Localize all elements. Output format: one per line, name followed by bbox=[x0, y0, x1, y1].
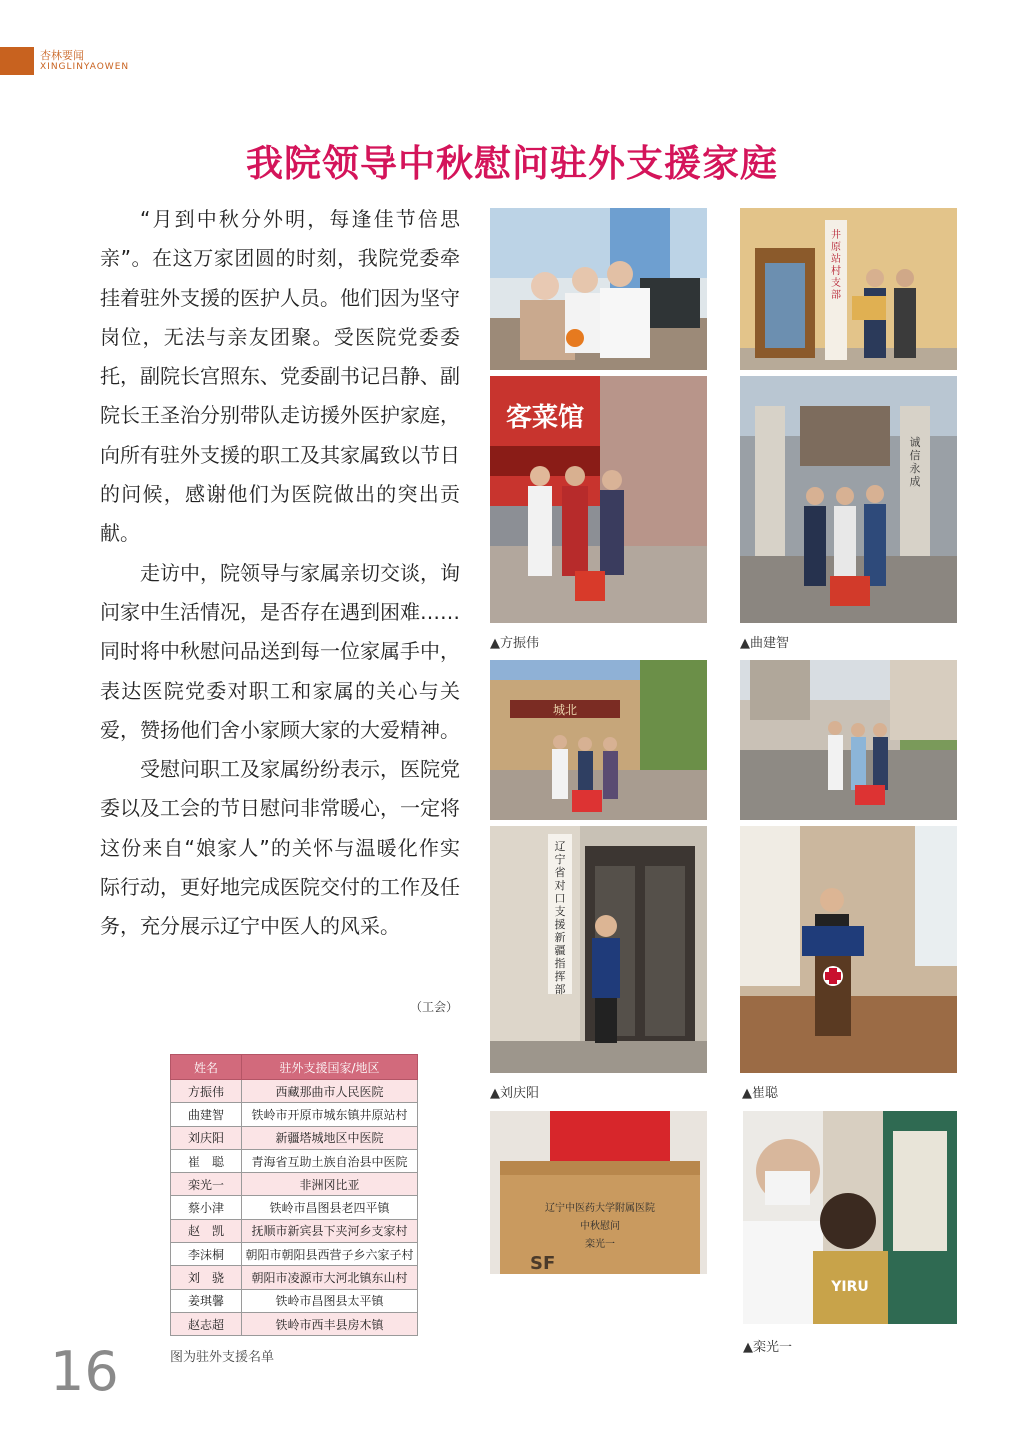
table-row bbox=[171, 1266, 418, 1289]
photo-restaurant bbox=[490, 376, 707, 623]
table-row bbox=[171, 1126, 418, 1149]
photo-gift-package bbox=[490, 1111, 707, 1274]
cell-location: 西藏那曲市人民医院 bbox=[242, 1080, 418, 1103]
paragraph: “月到中秋分外明，每逢佳节倍思亲”。在这万家团圆的时刻，我院党委牵挂着驻外支援的医护人员。他们因为坚守岗位，无法与亲友团聚。受医院党委委托，副院长宫照东、党委副书记吕静、副院长王圣治分别带队走访援外医护家庭，向所有驻外支援的职工及其家属致以节日的问候，感谢他们为医院做出的突出贡献。 bbox=[100, 207, 460, 546]
table-row bbox=[171, 1243, 418, 1266]
article-title: 我院领导中秋慰问驻外支援家庭 bbox=[246, 141, 778, 185]
column-header-location: 驻外支援国家/地区 bbox=[242, 1055, 418, 1080]
photo-office-visit bbox=[490, 208, 707, 370]
restaurant-sign: 客菜馆 bbox=[505, 403, 585, 433]
table-row bbox=[171, 1080, 418, 1103]
cell-name: 刘 骁 bbox=[171, 1266, 242, 1289]
photo-compound-gate bbox=[490, 660, 707, 820]
svg-text:栾光一: 栾光一 bbox=[585, 1239, 615, 1250]
paragraph: 受慰问职工及家属纷纷表示，医院党委以及工会的节日慰问非常暖心，一定将这份来自“娘家人”的关怀与温暖化作实际行动，更好地完成医院交付的工作及任务，充分展示辽宁中医人的风采。 bbox=[100, 757, 460, 939]
table-row bbox=[171, 1196, 418, 1219]
cell-name: 刘庆阳 bbox=[171, 1126, 242, 1149]
table-row bbox=[171, 1219, 418, 1242]
cell-name: 赵志超 bbox=[171, 1312, 242, 1335]
cell-location: 铁岭市西丰县房木镇 bbox=[242, 1312, 418, 1335]
cell-name: 姜琪馨 bbox=[171, 1289, 242, 1312]
table-row bbox=[171, 1103, 418, 1126]
table-row bbox=[171, 1149, 418, 1172]
photo-street-gate bbox=[740, 376, 957, 623]
photo-village-committee bbox=[740, 208, 957, 370]
photo-caption: ▲曲建智 bbox=[740, 636, 789, 651]
cell-location: 非洲冈比亚 bbox=[242, 1173, 418, 1196]
photo-gambia-doctor-child bbox=[743, 1111, 957, 1324]
package-note: 辽宁中医药大学附属医院 bbox=[545, 1203, 655, 1214]
cell-location: 青海省互助土族自治县中医院 bbox=[242, 1149, 418, 1172]
cell-name: 栾光一 bbox=[171, 1173, 242, 1196]
cell-name: 蔡小津 bbox=[171, 1196, 242, 1219]
table-row bbox=[171, 1312, 418, 1335]
header-accent-block bbox=[0, 47, 34, 75]
photo-lecture bbox=[740, 826, 957, 1073]
photo-caption: ▲刘庆阳 bbox=[490, 1086, 539, 1101]
cell-name: 崔 聪 bbox=[171, 1149, 242, 1172]
cell-location: 新疆塔城地区中医院 bbox=[242, 1126, 418, 1149]
svg-text:中秋慰问: 中秋慰问 bbox=[580, 1221, 620, 1232]
cell-location: 朝阳市朝阳县西营子乡六家子村 bbox=[242, 1243, 418, 1266]
shirt-text: YIRU bbox=[831, 1279, 869, 1295]
photo-caption: ▲方振伟 bbox=[490, 636, 539, 651]
table-row bbox=[171, 1173, 418, 1196]
paragraph: 走访中，院领导与家属亲切交谈，询问家中生活情况，是否存在遇到困难……同时将中秋慰问品送到每一位家属手中，表达医院党委对职工和家属的关心与关爱，赞扬他们舍小家顾大家的大爱精神。 bbox=[100, 560, 460, 742]
photo-caption: ▲崔聪 bbox=[742, 1086, 778, 1101]
cell-name: 赵 凯 bbox=[171, 1219, 242, 1242]
cell-name: 曲建智 bbox=[171, 1103, 242, 1126]
cell-location: 朝阳市凌源市大河北镇东山村 bbox=[242, 1266, 418, 1289]
cell-name: 方振伟 bbox=[171, 1080, 242, 1103]
section-title: 杏林要闻 bbox=[40, 49, 84, 62]
column-header-name: 姓名 bbox=[171, 1055, 242, 1080]
table-caption: 图为驻外支援名单 bbox=[170, 1350, 275, 1365]
gate-sign: 诚信永成 bbox=[909, 436, 921, 488]
table-header-row bbox=[171, 1055, 418, 1080]
photo-residential-street bbox=[740, 660, 957, 820]
cell-location: 铁岭市昌图县老四平镇 bbox=[242, 1196, 418, 1219]
article-source: （工会） bbox=[410, 1000, 459, 1014]
page-number: 16 bbox=[50, 1340, 119, 1403]
photo-xinjiang-headquarters bbox=[490, 826, 707, 1073]
article-body bbox=[100, 200, 460, 947]
cell-name: 李沫桐 bbox=[171, 1243, 242, 1266]
headquarters-sign: 辽宁省对口支援新疆指挥部 bbox=[554, 840, 566, 996]
svg-text:SF: SF bbox=[530, 1253, 556, 1274]
cell-location: 铁岭市开原市城东镇井原站村 bbox=[242, 1103, 418, 1126]
photo-caption: ▲栾光一 bbox=[743, 1340, 792, 1355]
cell-location: 铁岭市昌图县太平镇 bbox=[242, 1289, 418, 1312]
section-title-en: XINGLINYAOWEN bbox=[40, 62, 130, 72]
committee-sign: 井原站村支部 bbox=[831, 230, 841, 301]
compound-sign: 城北 bbox=[552, 703, 578, 717]
support-roster-table bbox=[170, 1054, 418, 1336]
table-row bbox=[171, 1289, 418, 1312]
cell-location: 抚顺市新宾县下夹河乡支家村 bbox=[242, 1219, 418, 1242]
